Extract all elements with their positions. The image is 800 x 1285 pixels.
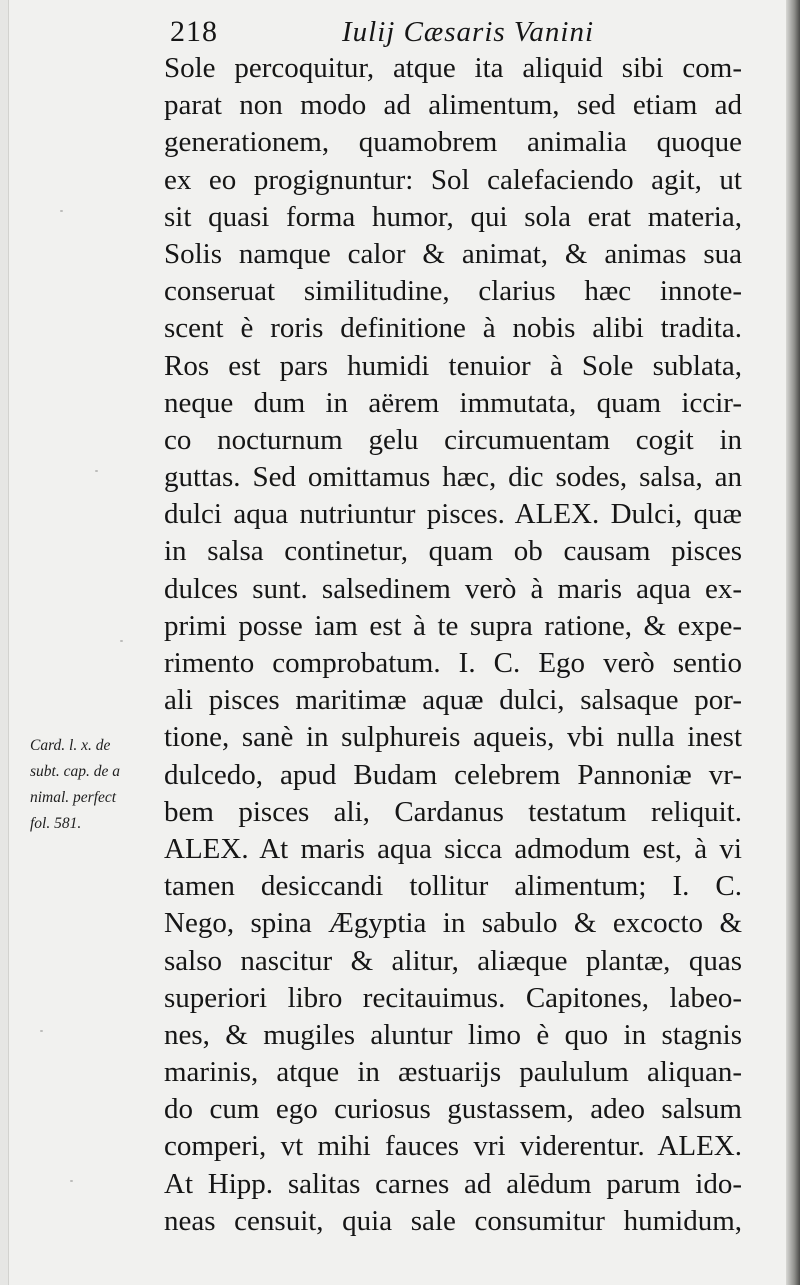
text-line: sit quasi forma humor, qui sola erat materia, — [164, 200, 742, 233]
page-right-edge-shadow — [786, 0, 800, 1285]
text-line: generationem, quamobrem animalia quoque — [164, 126, 742, 159]
text-line: conseruat similitudine, clarius hæc innote- — [164, 275, 742, 308]
text-line: dulcedo, apud Budam celebrem Pannoniæ vr- — [164, 758, 742, 791]
marginal-citation — [30, 733, 160, 837]
text-line: neque dum in aërem immutata, quam iccir- — [164, 386, 742, 419]
text-line: salso nascitur & alitur, aliæque plantæ, quas — [164, 944, 742, 977]
paper-speck — [40, 1030, 43, 1032]
text-line: tamen desiccandi tollitur alimentum; I. C. — [164, 870, 742, 903]
text-line: comperi, vt mihi fauces vri viderentur. ALEX. — [164, 1130, 742, 1163]
text-line: in salsa continetur, quam ob causam pisces — [164, 535, 742, 568]
marginal-citation-line: subt. cap. de a — [30, 763, 120, 780]
text-line: Sole percoquitur, atque ita aliquid sibi com- — [164, 52, 742, 84]
text-line: dulci aqua nutriuntur pisces. ALEX. Dulci, quæ — [164, 498, 742, 531]
text-line: neas censuit, quia sale consumitur humidum, — [164, 1204, 742, 1237]
text-line: guttas. Sed omittamus hæc, dic sodes, salsa, an — [164, 461, 742, 494]
text-line: co nocturnum gelu circumuentam cogit in — [164, 423, 742, 456]
paper-speck — [70, 1180, 73, 1182]
text-line: nes, & mugiles aluntur limo è quo in stagnis — [164, 1018, 742, 1051]
paper-speck — [60, 210, 63, 212]
main-text-block — [164, 50, 742, 1240]
page-number: 218 — [170, 15, 218, 48]
text-line: primi posse iam est à te supra ratione, & expe- — [164, 609, 742, 642]
paper-speck — [120, 640, 123, 642]
text-line: marinis, atque in æstuarijs paululum aliquan- — [164, 1056, 742, 1089]
marginal-citation-line: fol. 581. — [30, 815, 82, 832]
marginal-citation-line: Card. l. x. de — [30, 737, 111, 754]
text-line: parat non modo ad alimentum, sed etiam ad — [164, 89, 742, 122]
text-line: rimento comprobatum. I. C. Ego verò sentio — [164, 647, 742, 679]
text-line: Solis namque calor & animat, & animas sua — [164, 237, 742, 270]
paper-speck — [95, 470, 98, 472]
text-line: superiori libro recitauimus. Capitones, labeo- — [164, 981, 742, 1014]
page-header — [170, 14, 640, 50]
text-line: dulces sunt. salsedinem verò à maris aqua ex- — [164, 572, 742, 605]
text-line: Nego, spina Ægyptia in sabulo & excocto & — [164, 907, 742, 940]
text-line: At Hipp. salitas carnes ad alēdum parum ido- — [164, 1167, 742, 1200]
text-line: ali pisces maritimæ aquæ dulci, salsaque por- — [164, 684, 742, 717]
page-left-edge — [0, 0, 9, 1285]
text-line: Ros est pars humidi tenuior à Sole sublata, — [164, 349, 742, 382]
text-line: scent è roris definitione à nobis alibi tradita. — [164, 312, 742, 345]
text-line: tione, sanè in sulphureis aqueis, vbi nulla inest — [164, 721, 742, 754]
text-line: bem pisces ali, Cardanus testatum reliquit. — [164, 795, 742, 828]
text-line: do cum ego curiosus gustassem, adeo salsum — [164, 1093, 742, 1126]
text-line: ex eo progignuntur: Sol calefaciendo agit, ut — [164, 163, 742, 196]
text-line: ALEX. At maris aqua sicca admodum est, à vi — [164, 832, 742, 865]
running-title: Iulij Cæsaris Vanini — [342, 16, 595, 48]
marginal-citation-line: nimal. perfect — [30, 789, 117, 806]
